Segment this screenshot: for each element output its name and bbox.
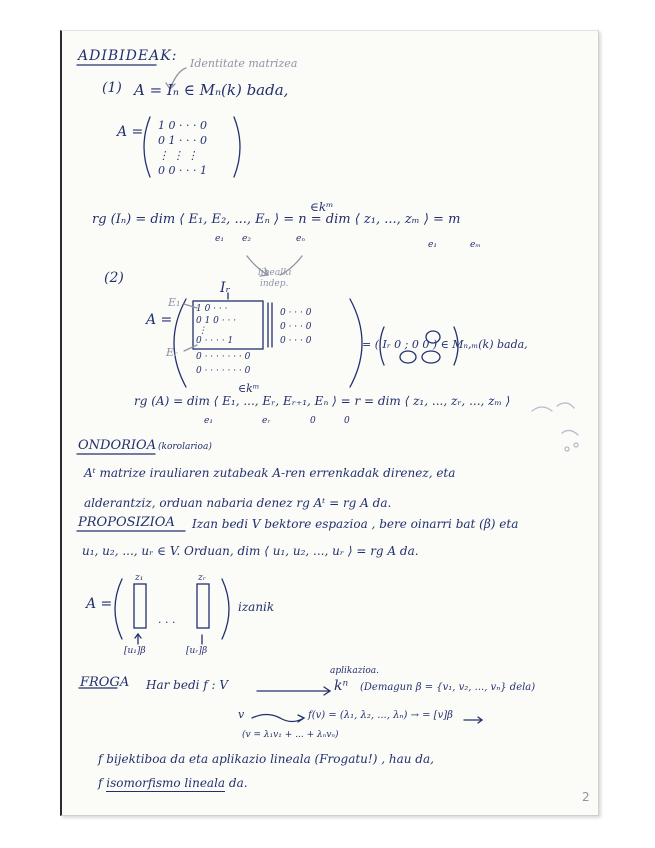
izanik-label: izanik [238,600,275,614]
bottom-row-2: 0 · · · · · · · 0 [196,366,251,376]
froga-line-1-left: Har bedi f : V [146,678,229,692]
linealki-note-line2: indep. [260,279,289,289]
ondorioa-title: ONDORIOA [78,438,157,453]
rank-1-under-e1: e₁ [215,234,224,244]
rank-line-1: rg (Iₙ) = dim ⟨ E₁, E₂, ..., Eₙ ⟩ = n = dim ⟨ z₁, ..., zₘ ⟩ = m [92,212,461,227]
column-bottom-ur: [uᵣ]β [186,646,208,656]
froga-line-2-left: v [238,708,245,721]
example-1-statement: A = Iₙ ∈ Mₙ(k) bada, [134,81,289,99]
block-row-1: 1 0 · · · [196,304,228,314]
columns-dots: · · · [158,616,176,629]
column-bottom-u1: [u₁]β [124,646,146,656]
handwriting-strokes [62,31,598,815]
froga-line-4-post: da. [228,776,248,790]
right-row-2: 0 · · · 0 [280,322,312,332]
matrix-1-row-2: 0 1 · · · 0 [158,134,207,147]
column-top-zr: zᵣ [198,573,206,583]
example-2-label: (2) [104,270,124,286]
froga-line-4 [98,777,248,789]
rank-1-under-right-em: eₘ [470,240,481,250]
notebook-page [60,30,599,816]
rank-2-under-0b: 0 [344,416,350,426]
rank-2-under-er: eᵣ [262,416,271,426]
froga-line-1-right: (Demagun β = {v₁, v₂, ..., vₙ} dela) [360,682,536,693]
rank-line-2: rg (A) = dim ⟨ E₁, ..., Eᵣ, Eᵣ₊₁, Eₙ ⟩ = r = dim ⟨ z₁, ..., zᵣ, ..., zₘ ⟩ [134,394,511,408]
rank-1-under-e2: e₂ [242,234,251,244]
block-result: = ( Iᵣ 0 ; 0 0 ) ∈ Mₙ,ₘ(k) bada, [362,338,528,351]
e1-label: E₁ [168,296,181,309]
rank-2-kw: ∈kᵐ [238,382,260,395]
rank-2-under-e1: e₁ [204,416,213,426]
annotation-identity-matrix: Identitate matrizea [190,57,298,70]
column-top-z1: z₁ [135,573,144,583]
rank-1-kmn: ∈kᵐ [310,200,334,214]
proposizioa-matrix-label: A = [86,596,113,612]
rank-1-under-right-e1: e₁ [428,240,437,250]
heading-adibideak: ADIBIDEAK: [78,48,178,64]
block-row-2: 0 1 0 · · · [196,316,237,326]
froga-line-2-right: f(v) = (λ₁, λ₂, ..., λₙ) → = [v]β [308,710,453,721]
block-row-3: ⋮ [198,326,207,336]
froga-line-4-f: f [98,776,103,790]
matrix-1-row-1: 1 0 · · · 0 [158,119,207,132]
froga-title: FROGA [80,675,130,690]
matrix-1-row-3: ⋮ ⋮ ⋮ [158,149,198,162]
rank-1-under-en: eₙ [296,234,305,244]
isomorfismo-lineala: isomorfismo lineala [106,776,226,790]
er-label: Eᵣ [166,346,178,359]
bottom-row-1: 0 · · · · · · · 0 [196,352,251,362]
right-row-3: 0 · · · 0 [280,336,312,346]
ondorioa-subtitle: (korolarioa) [158,442,212,452]
right-row-1: 0 · · · 0 [280,308,312,318]
proposizioa-line-1: Izan bedi V bektore espazioa , bere oinarri bat (β) eta [192,517,519,531]
page-number: 2 [582,790,590,804]
ondorioa-line-2: alderantziz, orduan nabaria denez rg Aᵗ = rg A da. [84,496,392,510]
matrix-1-label: A = [117,124,144,140]
aplikazioa-note: aplikazioa. [330,666,379,676]
ir-label: Iᵣ [220,280,231,296]
rank-2-under-0a: 0 [310,416,316,426]
proposizioa-line-2: u₁, u₂, ..., uᵣ ∈ V. Orduan, dim ⟨ u₁, u₂, ..., uᵣ ⟩ = rg A da. [82,544,419,558]
matrix-2-label: A = [146,312,173,328]
ondorioa-line-1: Aᵗ matrize irauliaren zutabeak A-ren errenkadak direnez, eta [84,466,456,480]
froga-line-2-under: (v = λ₁v₁ + ... + λₙvₙ) [242,730,339,740]
block-row-4: 0 · · · · 1 [196,336,234,346]
proposizioa-title: PROPOSIZIOA [78,515,175,530]
froga-line-1-target: kⁿ [334,678,349,694]
linealki-note-line1: linealki [258,268,292,278]
example-1-label: (1) [102,80,122,96]
froga-line-3: f bijektiboa da eta aplikazio lineala (Frogatu!) , hau da, [98,752,434,766]
matrix-1-row-4: 0 0 · · · 1 [158,164,207,177]
